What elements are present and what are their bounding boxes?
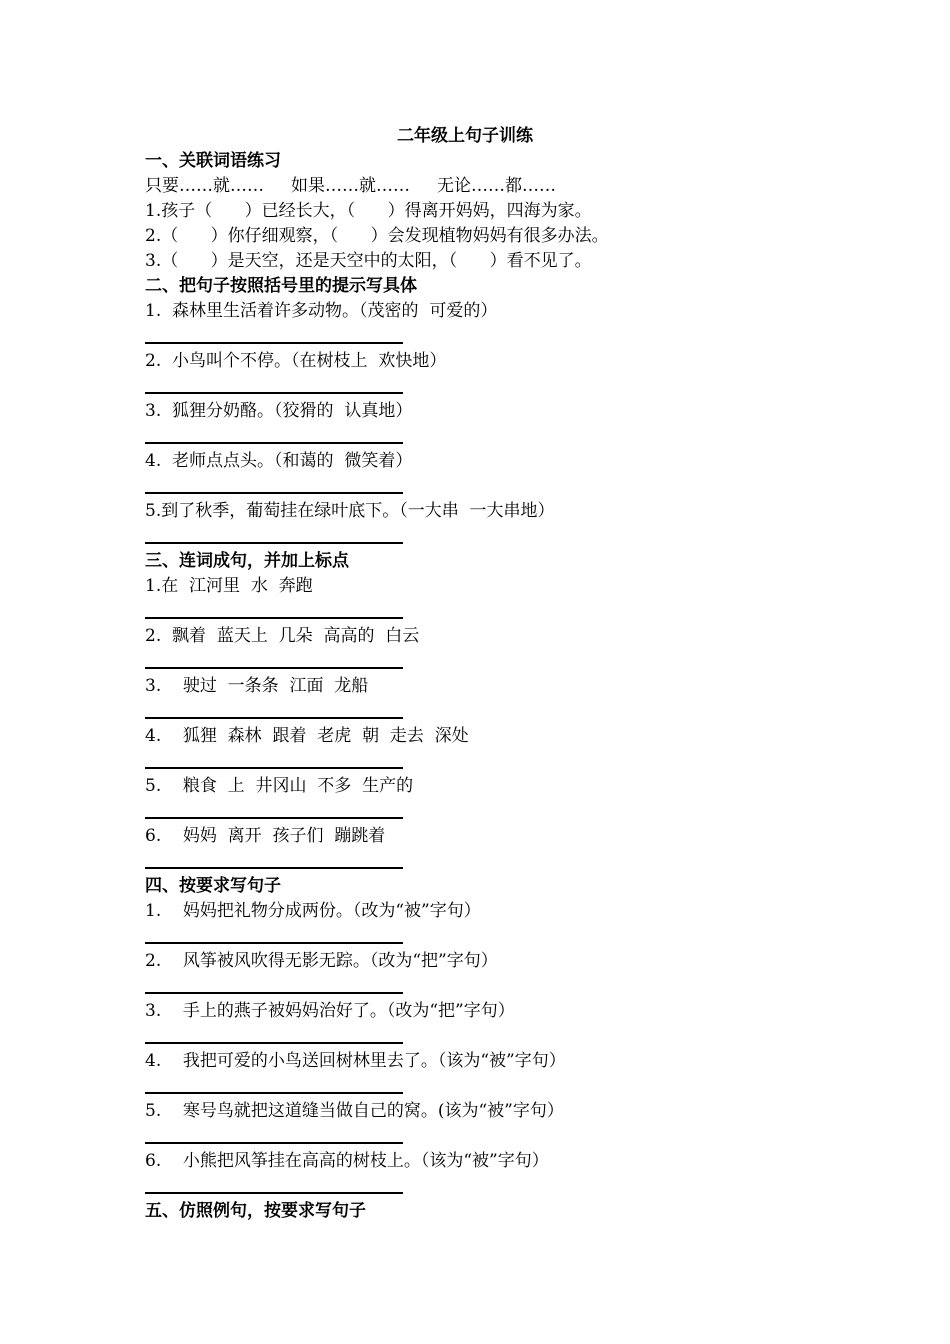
answer-line xyxy=(145,849,805,874)
question-item: 4. 老师点点头。（和蔼的 微笑着） xyxy=(145,451,413,471)
answer-line xyxy=(145,974,805,999)
question-item: 3. 驶过 一条条 江面 龙船 xyxy=(145,676,369,696)
question-item: 2. 风筝被风吹得无影无踪。（改为“把”字句） xyxy=(145,951,498,971)
answer-line xyxy=(145,474,805,499)
question-item: 4. 狐狸 森林 跟着 老虎 朝 走去 深处 xyxy=(145,726,469,746)
question-item: 3. 手上的燕子被妈妈治好了。（改为“把”字句） xyxy=(145,1001,515,1021)
answer-line xyxy=(145,749,805,774)
section-heading-expand-sentences: 二、把句子按照括号里的提示写具体 xyxy=(145,276,417,296)
question-item: 6. 妈妈 离开 孩子们 蹦跳着 xyxy=(145,826,386,846)
question-item: 3.（ ）是天空，还是天空中的太阳，（ ）看不见了。 xyxy=(145,251,592,271)
section-heading-conjunctions: 一、关联词语练习 xyxy=(145,151,281,171)
answer-line xyxy=(145,1024,805,1049)
answer-line xyxy=(145,1074,805,1099)
question-item: 5. 粮食 上 井冈山 不多 生产的 xyxy=(145,776,414,796)
question-item: 1. 森林里生活着许多动物。（茂密的 可爱的） xyxy=(145,301,498,321)
question-item: 6. 小熊把风筝挂在高高的树枝上。（该为“被”字句） xyxy=(145,1151,549,1171)
answer-line xyxy=(145,1174,805,1199)
section-heading-form-sentences: 三、连词成句，并加上标点 xyxy=(145,551,349,571)
conjunction-options: 只要……就…… 如果……就…… 无论……都…… xyxy=(145,176,557,196)
answer-line xyxy=(145,924,805,949)
section-heading-imitate-sentences: 五、仿照例句，按要求写句子 xyxy=(145,1201,366,1221)
section-heading-rewrite-sentences: 四、按要求写句子 xyxy=(145,876,281,896)
question-item: 4. 我把可爱的小鸟送回树林里去了。（该为“被”字句） xyxy=(145,1051,566,1071)
answer-line xyxy=(145,1124,805,1149)
answer-line xyxy=(145,699,805,724)
answer-line xyxy=(145,599,805,624)
question-item: 2. 小鸟叫个不停。（在树枝上 欢快地） xyxy=(145,351,447,371)
question-item: 5. 寒号鸟就把这道缝当做自己的窝。(该为“被”字句） xyxy=(145,1101,564,1121)
question-item: 2.（ ）你仔细观察，（ ）会发现植物妈妈有很多办法。 xyxy=(145,226,609,246)
answer-line xyxy=(145,649,805,674)
worksheet-page xyxy=(145,124,805,1224)
question-item: 1.在 江河里 水 奔跑 xyxy=(145,576,313,596)
answer-line xyxy=(145,324,805,349)
question-item: 2. 飘着 蓝天上 几朵 高高的 白云 xyxy=(145,626,420,646)
answer-line xyxy=(145,424,805,449)
page-title: 二年级上句子训练 xyxy=(397,126,533,146)
question-item: 1.孩子（ ）已经长大，（ ）得离开妈妈，四海为家。 xyxy=(145,201,592,221)
question-item: 5.到了秋季，葡萄挂在绿叶底下。（一大串 一大串地） xyxy=(145,501,555,521)
answer-line xyxy=(145,374,805,399)
answer-line xyxy=(145,799,805,824)
answer-line xyxy=(145,524,805,549)
question-item: 1. 妈妈把礼物分成两份。（改为“被”字句） xyxy=(145,901,481,921)
question-item: 3. 狐狸分奶酪。（狡猾的 认真地） xyxy=(145,401,413,421)
